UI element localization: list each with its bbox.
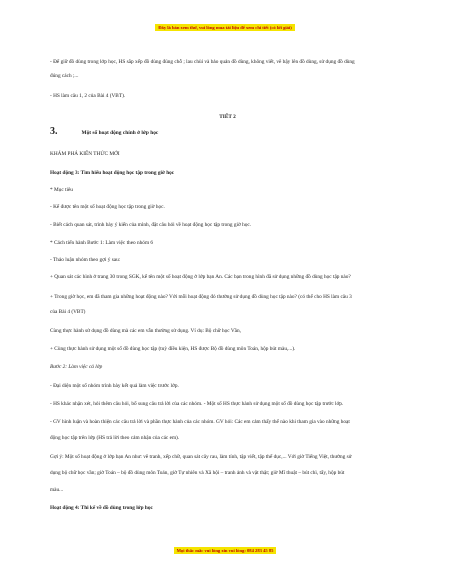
activity-heading: Hoạt động 4: Thi kể về đồ dùng trong lớp học <box>50 505 153 511</box>
activity-heading: Hoạt động 3: Tìm hiểu hoạt động học tập trong giờ học <box>50 170 175 176</box>
paragraph-line: + Cùng thực hành sử dụng một số đồ dùng học tập (tuỳ điều kiện, HS được Bộ đồ dùng môn Toán, hộp bút màu,...). <box>50 346 296 352</box>
section-heading <box>50 128 405 137</box>
paragraph-line: - Đại diện một số nhóm trình bày kết quả làm việc trước lớp. <box>50 383 179 389</box>
paragraph-line: đúng cách ;... <box>50 73 79 79</box>
step-heading: Bước 2: Làm việc cả lớp <box>50 364 103 370</box>
paragraph-line: * Cách tiến hành Bước 1: Làm việc theo nhóm 6 <box>50 240 154 246</box>
top-banner-text: Đây là bản xem thử, vui lòng mua tài liệu để xem chi tiết (có lời giải) <box>155 24 295 31</box>
section-title: Một số hoạt động chính ở lớp học <box>81 130 159 136</box>
paragraph-line: - HS khác nhận xét, hỏi thêm câu hỏi, bổ sung câu trả lời của các nhóm. - Một số HS thực hành sử dụng một số đồ dùng học tập trước lớp. <box>50 401 344 407</box>
bottom-banner-text: Mọi thắc mắc vui lòng xin vui lòng: 084 283 45 85 <box>174 547 277 554</box>
paragraph-line: của Bài 4 (VBT) <box>50 309 86 315</box>
paragraph-line: - Kể được tên một số hoạt động học tập trong giờ học. <box>50 204 165 210</box>
top-preview-banner <box>0 24 450 31</box>
paragraph-line: màu... <box>50 487 64 493</box>
paragraph-line: - Để giữ đồ dùng trong lớp học, HS sắp xếp đồ dùng đúng chỗ ; lau chùi và bảo quản đồ dùng, không viết, vẽ bậy lên đồ dùng, sử dụng đồ dùng <box>50 59 355 65</box>
paragraph-line: - HS làm câu 1, 2 của Bài 4 (VBT). <box>50 93 126 99</box>
lesson-heading: TIẾT 2 <box>219 114 236 120</box>
paragraph-line: dụng bộ chữ học vần; giờ Toán – bộ đồ dùng môn Toán, giờ Tự nhiên và Xã hội – tranh ảnh và vật thật; giờ Mĩ thuật – bút chì, tẩy, hộp bút <box>50 470 345 476</box>
section-number: 3. <box>50 126 58 137</box>
paragraph-line: + Trong giờ học, em đã tham gia những hoạt động nào? Với mỗi hoạt động đó thường sử dụng đồ dùng học tập nào? (có thể cho HS làm câu 3 <box>50 294 352 300</box>
paragraph-line: - Biết cách quan sát, trình bày ý kiến của mình, đặt câu hỏi về hoạt động học tập trong giờ học. <box>50 222 252 228</box>
paragraph-line: - GV hình luận và hoàn thiện các câu trả lời và phần thực hành của các nhóm. GV hỏi: Các em cảm thấy thế nào khi tham gia vào những hoạt <box>50 419 350 425</box>
paragraph-line: Gợi ý: Một số hoạt động ở lớp bạn An như: vẽ tranh, xếp chữ, quan sát cây rau, làm tính, tập viết, tập thể dục,... Với giờ Tiếng Việt, thường sử <box>50 454 352 460</box>
paragraph-line: Cùng thực hành sử dụng đồ dùng mà các em vẫn thường sử dụng. Ví dụ: Bộ chữ học Vần, <box>50 328 241 334</box>
paragraph-line: động học tập trên lớp (HS trả lời theo cảm nhận của các em). <box>50 435 180 441</box>
paragraph-line: * Mục tiêu <box>50 187 73 193</box>
subheading: KHÁM PHÁ KIẾN THỨC MỚI <box>50 151 120 157</box>
paragraph-line: + Quan sát các hình ở trang 30 trong SGK, kể tên một số hoạt động ở lớp bạn An. Các bạn trong hình đã sử dụng những đồ dùng học tập nào? <box>50 274 351 280</box>
paragraph-line: - Thảo luận nhóm theo gợi ý sau: <box>50 257 121 263</box>
bottom-contact-banner <box>0 547 450 554</box>
